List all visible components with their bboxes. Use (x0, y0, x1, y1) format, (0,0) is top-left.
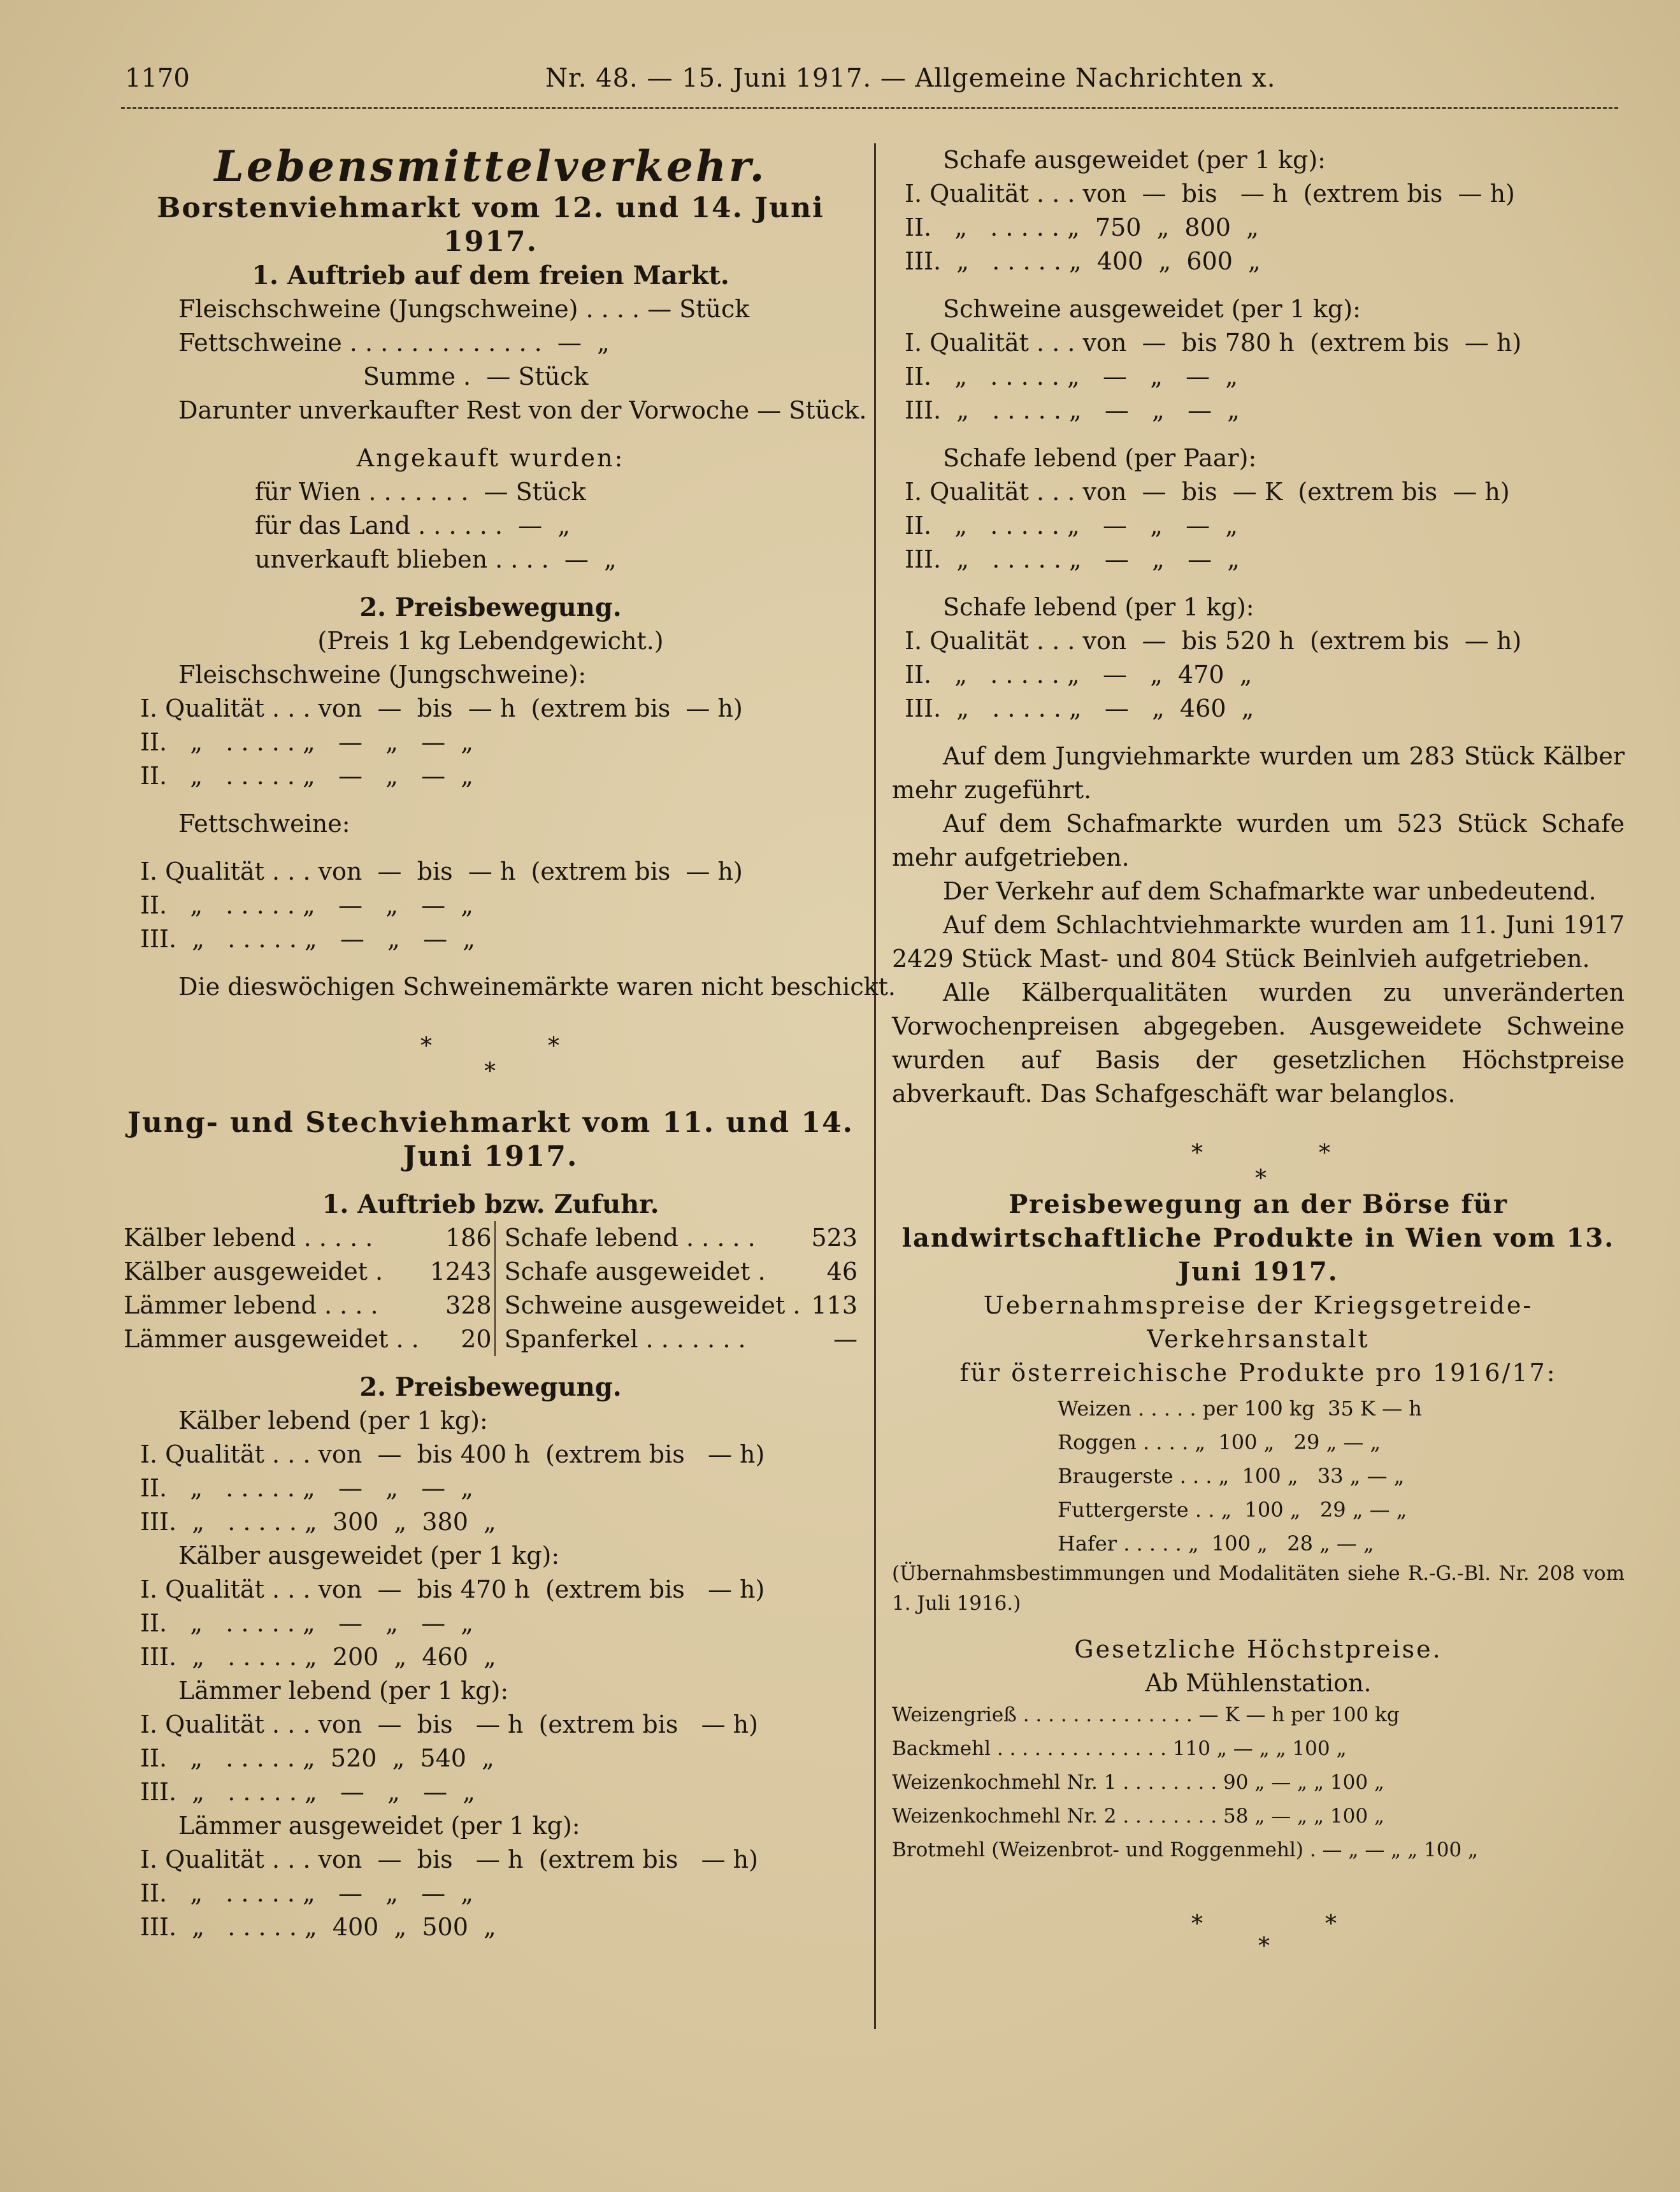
table-cell: 523 (811, 1224, 858, 1252)
table-row (121, 1221, 860, 1255)
price-row: III. „ . . . . . „ 200 „ 460 „ (140, 1643, 496, 1671)
table-cell: Schafe lebend . . . . . (495, 1221, 808, 1255)
grain-note: (Übernahmsbestimmungen und Modalitäten siehe R.-G.-Bl. Nr. 208 vom 1. Juli 1916.) (892, 1562, 1625, 1615)
report-paragraph: Alle Kälberqualitäten wurden zu unveränderten Vorwochenpreisen abgegeben. Ausgeweidete Schweine wurden auf Basis der gesetzlichen Höchstpreise abverkauft. Das Schafgeschäft war belanglos. (892, 978, 1625, 1108)
table-cell: Lämmer ausgeweidet . . (124, 1325, 419, 1353)
mehl-row: Backmehl . . . . . . . . . . . . . . 110 „ — „ „ 100 „ (892, 1737, 1347, 1760)
price-row: III. „ . . . . . „ 300 „ 380 „ (140, 1508, 496, 1536)
report-paragraph: Der Verkehr auf dem Schafmarkte war unbedeutend. (943, 877, 1597, 905)
hoechst-sub: Ab Mühlenstation. (1145, 1669, 1372, 1697)
price-row: I. Qualität . . . von — bis 520 h (extrem bis — h) (905, 627, 1522, 655)
table-row (121, 1255, 860, 1289)
table-cell: 20 (461, 1325, 492, 1353)
group-label: Schweine ausgeweidet (per 1 kg): (943, 295, 1361, 323)
borsten-auftrieb-heading: 1. Auftrieb auf dem freien Markt. (252, 261, 729, 290)
price-row: II. „ . . . . . „ — „ 470 „ (905, 661, 1253, 689)
price-row: II. „ . . . . . „ — „ — „ (905, 362, 1238, 390)
table-cell: Kälber ausgeweidet . (124, 1257, 384, 1286)
price-row: II. „ . . . . . „ — „ — „ (905, 512, 1238, 540)
borsten-preis-heading: 2. Preisbewegung. (359, 592, 622, 622)
mehl-row: Weizengrieß . . . . . . . . . . . . . . — K — h per 100 kg (892, 1703, 1400, 1726)
jung-heading: Jung- und Stechviehmarkt vom 11. und 14. Juni 1917. (127, 1107, 854, 1173)
column-rule (874, 143, 876, 2029)
price-row: II. „ . . . . . „ — „ — „ (140, 762, 473, 790)
group-label: Kälber ausgeweidet (per 1 kg): (178, 1542, 560, 1570)
price-row: II. „ . . . . . „ — „ — „ (140, 891, 473, 919)
report-paragraph: Auf dem Schlachtviehmarkte wurden am 11. Juni 1917 2429 Stück Mast- und 804 Stück Beinlvieh aufgetrieben. (892, 911, 1625, 973)
table-cell: — (833, 1325, 858, 1353)
table-cell: 113 (811, 1291, 858, 1319)
mehl-row: Weizenkochmehl Nr. 1 . . . . . . . . 90 „ — „ „ 100 „ (892, 1771, 1384, 1794)
table-cell: 186 (445, 1224, 492, 1252)
table-row (121, 1289, 860, 1322)
price-row: II. „ . . . . . „ 520 „ 540 „ (140, 1744, 494, 1772)
price-row: I. Qualität . . . von — bis 470 h (extrem bis — h) (140, 1575, 765, 1603)
price-row: III. „ . . . . . „ — „ — „ (140, 1778, 475, 1806)
price-row: II. „ . . . . . „ — „ — „ (140, 728, 473, 756)
jung-preis-heading: 2. Preisbewegung. (359, 1372, 622, 1402)
page-header (125, 64, 1584, 102)
grain-row: Braugerste . . . „ 100 „ 33 „ — „ (1058, 1464, 1405, 1488)
price-row: I. Qualität . . . von — bis — K (extrem bis — h) (905, 478, 1510, 506)
group-label: Kälber lebend (per 1 kg): (178, 1407, 488, 1435)
header-rule (121, 107, 1618, 117)
boerse-sub: Uebernahmspreise der Kriegsgetreide-Verkehrsanstalt (983, 1291, 1533, 1353)
section-title: Lebensmittelverkehr. (214, 141, 767, 191)
jung-auftrieb-heading: 1. Auftrieb bzw. Zufuhr. (322, 1189, 659, 1219)
borsten-heading: Borstenviehmarkt vom 12. und 14. Juni 1917. (157, 192, 824, 258)
group-label: Schafe lebend (per 1 kg): (943, 593, 1254, 621)
table-cell: 328 (445, 1291, 492, 1319)
price-row: II. „ . . . . . „ — „ — „ (140, 1879, 473, 1907)
separator-stars: * * * (420, 1033, 559, 1085)
price-row: I. Qualität . . . von — bis — h (extrem bis — h) (140, 1710, 758, 1738)
price-row: II. „ . . . . . „ — „ — „ (140, 1609, 473, 1637)
grain-row: Roggen . . . . „ 100 „ 29 „ — „ (1058, 1430, 1381, 1454)
price-row: III. „ . . . . . „ 400 „ 600 „ (905, 247, 1261, 275)
table-cell: Kälber lebend . . . . . (124, 1224, 373, 1252)
price-row: I. Qualität . . . von — bis — h (extrem bis — h) (140, 694, 743, 722)
fett-label: Fettschweine: (178, 810, 350, 838)
report-paragraph: Auf dem Schafmarkte wurden um 523 Stück Schafe mehr aufgetrieben. (892, 810, 1625, 871)
borsten-line: Summe . — Stück (178, 362, 589, 390)
group-label: Schafe ausgeweidet (per 1 kg): (943, 146, 1326, 174)
table-cell: Lämmer lebend . . . . (124, 1291, 378, 1319)
left-column (121, 141, 896, 1944)
boerse-heading: Preisbewegung an der Börse für landwirtschaftliche Produkte in Wien vom 13. Juni 1917. (901, 1189, 1615, 1287)
grain-row: Hafer . . . . . „ 100 „ 28 „ — „ (1058, 1531, 1374, 1556)
borsten-line: Fleischschweine (Jungschweine) . . . . — Stück (178, 295, 750, 323)
price-row: III. „ . . . . . „ — „ — „ (905, 396, 1240, 424)
group-label: Lämmer lebend (per 1 kg): (178, 1677, 509, 1705)
table-cell: 1243 (429, 1257, 492, 1286)
table-cell: Schweine ausgeweidet . (495, 1289, 808, 1322)
price-row: III. „ . . . . . „ 400 „ 500 „ (140, 1913, 496, 1941)
boerse-sub: für österreichische Produkte pro 1916/17: (959, 1359, 1557, 1387)
grain-row: Futtergerste . . „ 100 „ 29 „ — „ (1058, 1498, 1407, 1522)
table-cell: 46 (826, 1257, 858, 1286)
borsten-preis-sub: (Preis 1 kg Lebendgewicht.) (317, 627, 664, 655)
separator-stars: * * * (1191, 1140, 1330, 1192)
price-row: III. „ . . . . . „ — „ — „ (905, 545, 1240, 573)
price-row: II. „ . . . . . „ 750 „ 800 „ (905, 213, 1259, 241)
borsten-line: Fettschweine . . . . . . . . . . . . . — „ (178, 329, 610, 357)
separator-stars: * * * (1191, 1911, 1337, 1959)
table-cell: Schafe ausgeweidet . (495, 1255, 808, 1289)
auftrieb-table (121, 1221, 860, 1356)
price-row: I. Qualität . . . von — bis — h (extrem bis — h) (140, 1845, 758, 1873)
grain-row: Weizen . . . . . per 100 kg 35 K — h (1058, 1396, 1422, 1421)
price-row: III. „ . . . . . „ — „ — „ (140, 925, 475, 953)
price-row: I. Qualität . . . von — bis — h (extrem bis — h) (140, 857, 743, 885)
right-column (892, 143, 1625, 1959)
group-label: Lämmer ausgeweidet (per 1 kg): (178, 1812, 580, 1840)
borsten-note: Die dieswöchigen Schweinemärkte waren nicht beschickt. (178, 973, 896, 1001)
angekauft-line: für Wien . . . . . . . — Stück (255, 478, 586, 506)
mehl-row: Brotmehl (Weizenbrot- und Roggenmehl) . — „ — „ „ 100 „ (892, 1838, 1479, 1861)
table-row (121, 1322, 860, 1356)
group-label: Schafe lebend (per Paar): (943, 444, 1257, 472)
price-row: I. Qualität . . . von — bis 780 h (extrem bis — h) (905, 329, 1522, 357)
table-cell: Spanferkel . . . . . . . (495, 1322, 808, 1356)
angekauft-heading: Angekauft wurden: (356, 444, 625, 472)
fleisch-label: Fleischschweine (Jungschweine): (178, 661, 587, 689)
price-row: III. „ . . . . . „ — „ 460 „ (905, 694, 1254, 722)
page-number: 1170 (125, 64, 190, 93)
running-title: Nr. 48. — 15. Juni 1917. — Allgemeine Nachrichten x. (545, 64, 1276, 93)
angekauft-line: für das Land . . . . . . — „ (255, 512, 570, 540)
report-paragraph: Auf dem Jungviehmarkte wurden um 283 Stück Kälber mehr zugeführt. (892, 742, 1625, 804)
hoechst-heading: Gesetzliche Höchstpreise. (1074, 1635, 1442, 1663)
borsten-line: Darunter unverkaufter Rest von der Vorwoche — Stück. (178, 396, 867, 424)
price-row: I. Qualität . . . von — bis 400 h (extrem bis — h) (140, 1440, 765, 1468)
mehl-row: Weizenkochmehl Nr. 2 . . . . . . . . 58 „ — „ „ 100 „ (892, 1805, 1384, 1828)
price-row: II. „ . . . . . „ — „ — „ (140, 1474, 473, 1502)
angekauft-line: unverkauft blieben . . . . — „ (255, 545, 617, 573)
price-row: I. Qualität . . . von — bis — h (extrem bis — h) (905, 180, 1515, 208)
